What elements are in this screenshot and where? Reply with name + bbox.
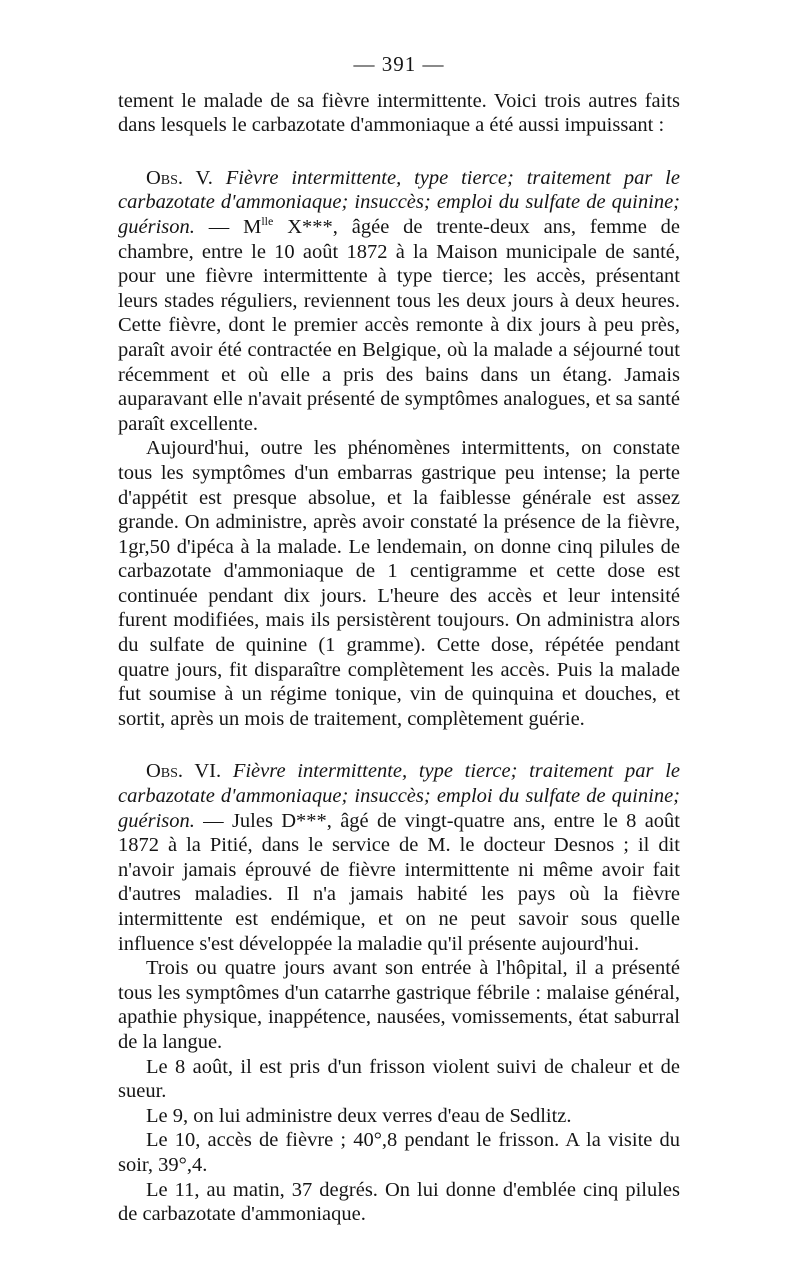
obs5-body-lead: — M [208, 215, 262, 238]
obs6-label: Obs. VI. [146, 760, 222, 783]
obs6-paragraph-4: Le 9, on lui administre deux verres d'eau de Sedlitz. [146, 1104, 572, 1127]
obs5-paragraph-1 [118, 166, 680, 437]
obs5-body: X***, âgée de trente-deux ans, femme de chambre, entre le 10 août 1872 à la Maison municipale de santé, pour une fièvre intermittente à type tierce; les accès, présentant leurs stades réguliers, reviennent tous les deux jours à deux heures. Cette fièvre, dont le premier accès remonte à dix jours à peu près, paraît avoir été contractée en Belgique, où la malade a séjourné tout récemment et où elle a pris des bains dans un étang. Jamais auparavant elle n'avait présenté de symptômes analogues, et sa santé paraît excellente. [118, 215, 681, 435]
obs6-paragraph-3: Le 8 août, il est pris d'un frisson violent suivi de chaleur et de sueur. [118, 1055, 680, 1103]
obs5-label: Obs. V. [146, 166, 213, 189]
obs6-paragraph-5: Le 10, accès de fièvre ; 40°,8 pendant le frisson. A la visite du soir, 39°,4. [118, 1129, 680, 1176]
book-page [118, 52, 680, 1227]
obs5-body-sup: lle [261, 214, 274, 229]
observation-5 [118, 166, 680, 732]
intro-paragraph: tement le malade de sa fièvre intermittente. Voici trois autres faits dans lesquels le carbazotate d'ammoniaque a été aussi impuissant : [118, 89, 680, 137]
obs6-title: Fièvre intermittente, type tierce; traitement par le carbazotate d'ammoniaque; insuccès; emploi du sulfate de quinine; guérison. [118, 760, 680, 832]
obs6-paragraph-2: Trois ou quatre jours avant son entrée à l'hôpital, il a présenté tous les symptômes d'un catarrhe gastrique fébrile : malaise général, apathie physique, inappétence, nausées, vomissements, état saburral de la langue. [118, 957, 680, 1053]
obs5-title: Fièvre intermittente, type tierce; traitement par le carbazotate d'ammoniaque; insuccès; emploi du sulfate de quinine; guérison. [118, 166, 680, 238]
obs6-paragraph-6: Le 11, au matin, 37 degrés. On lui donne d'emblée cinq pilules de carbazotate d'ammoniaque. [118, 1178, 680, 1226]
observation-6 [118, 759, 680, 1226]
obs6-body: — Jules D***, âgé de vingt-quatre ans, entre le 8 août 1872 à la Pitié, dans le service de M. le docteur Desnos ; il dit n'avoir jamais éprouvé de fièvre intermittente ni même avoir fait d'autres maladies. Il n'a jamais habité les pays où la fièvre intermittente est endémique, et on ne peut savoir sous quelle influence s'est développée la maladie qu'il présente aujourd'hui. [118, 809, 680, 955]
page-number: — 391 — [353, 52, 445, 76]
obs6-paragraph-1 [118, 759, 680, 956]
obs5-paragraph-2: Aujourd'hui, outre les phénomènes intermittents, on constate tous les symptômes d'un embarras gastrique peu intense; la perte d'appétit est presque absolue, et la faiblesse générale est assez grande. On administre, après avoir constaté la présence de la fièvre, 1gr,50 d'ipéca à la malade. Le lendemain, on donne cinq pilules de carbazotate d'ammoniaque de 1 centigramme et cette dose est continuée pendant dix jours. L'heure des accès et leur intensité furent modifiées, mais ils persistèrent toujours. On administra alors du sulfate de quinine (1 gramme). Cette dose, répétée pendant quatre jours, fit disparaître complètement les accès. Puis la malade fut soumise à un régime tonique, vin de quinquina et douches, et sortit, après un mois de traitement, complètement guérie. [118, 437, 680, 730]
